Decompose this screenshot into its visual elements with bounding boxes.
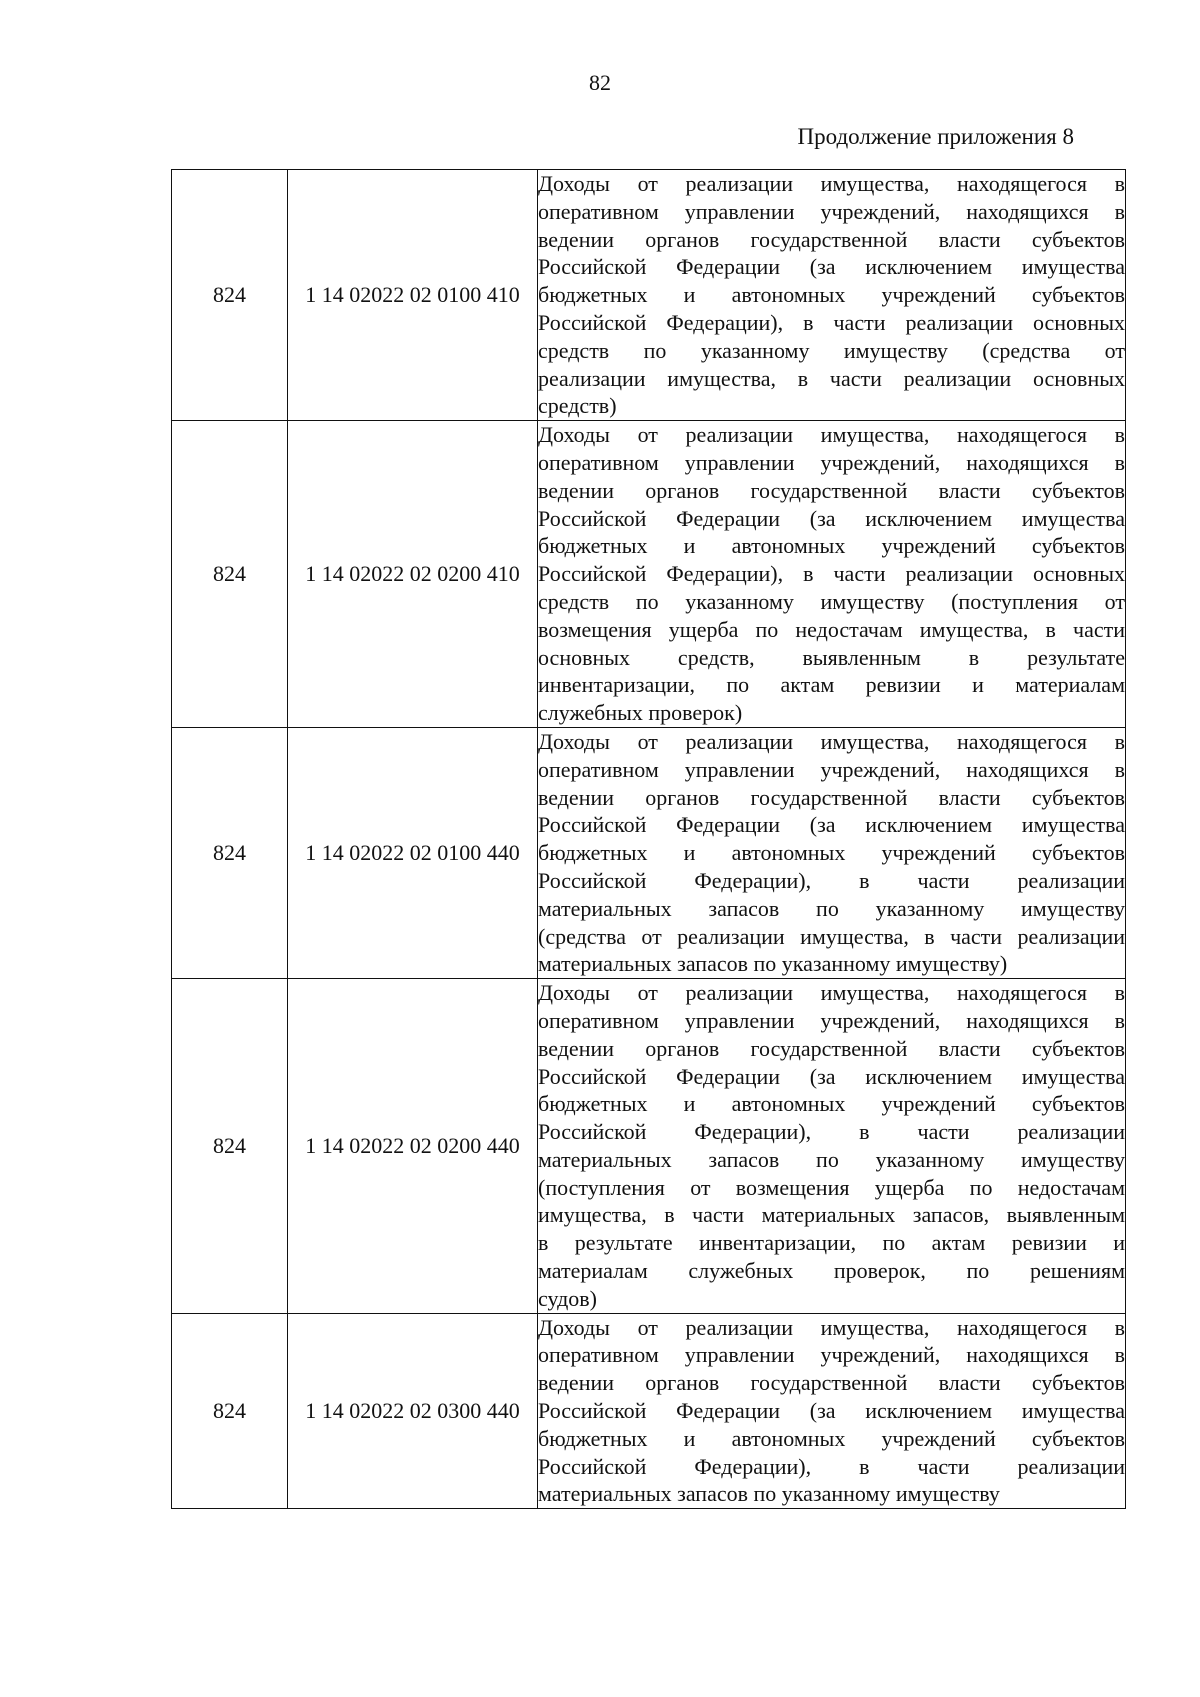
description-line: средств по указанному имуществу (поступления от [538,588,1125,614]
budget-code-cell: 1 14 02022 02 0100 440 [288,727,538,978]
description-line: бюджетных и автономных учреждений субъектов [538,282,1125,308]
table-row [172,727,1126,978]
description-line: Российской Федерации (за исключением имущества [538,1063,1125,1089]
table-body [172,170,1126,1509]
budget-code-cell: 1 14 02022 02 0100 410 [288,170,538,421]
description-line: возмещения ущерба по недостачам имущества, в части [538,616,1125,642]
description-line: оперативном управлении учреждений, находящихся в [538,449,1125,475]
description-line: Российской Федерации (за исключением имущества [538,505,1125,531]
budget-code-cell: 1 14 02022 02 0200 410 [288,421,538,728]
table-row [172,979,1126,1314]
description-line: оперативном управлении учреждений, находящихся в [538,1007,1125,1033]
description-line: ведении органов государственной власти субъектов [538,226,1125,252]
description-line: Российской Федерации), в части реализации основных [538,309,1125,335]
description-line: материальных запасов по указанному имуществу [538,895,1125,921]
budget-code-cell: 1 14 02022 02 0300 440 [288,1313,538,1509]
description-line: средств) [538,393,617,419]
description-line: служебных проверок) [538,700,743,726]
table-row [172,1313,1126,1509]
description-line: бюджетных и автономных учреждений субъектов [538,533,1125,559]
admin-code-cell: 824 [172,1313,288,1509]
description-cell [538,170,1126,421]
description-line: ведении органов государственной власти субъектов [538,784,1125,810]
description-line: Российской Федерации (за исключением имущества [538,812,1125,838]
description-line: оперативном управлении учреждений, находящихся в [538,1342,1125,1368]
description-line: Доходы от реализации имущества, находящегося в [538,422,1125,448]
description-line: Доходы от реализации имущества, находящегося в [538,1314,1125,1340]
description-line: бюджетных и автономных учреждений субъектов [538,1091,1125,1117]
description-line: в результате инвентаризации, по актам ревизии и [538,1230,1125,1256]
description-line: Российской Федерации), в части реализации [538,1453,1125,1479]
description-line: имущества, в части материальных запасов, выявленным [538,1202,1125,1228]
description-line: (средства от реализации имущества, в части реализации [538,923,1125,949]
continuation-label: Продолжение приложения 8 [797,124,1074,149]
admin-code-cell: 824 [172,727,288,978]
description-line: оперативном управлении учреждений, находящихся в [538,756,1125,782]
description-line: бюджетных и автономных учреждений субъектов [538,840,1125,866]
description-line: Российской Федерации), в части реализации основных [538,561,1125,587]
description-line: Российской Федерации), в части реализации [538,1119,1125,1145]
description-line: судов) [538,1285,597,1311]
table-row [172,170,1126,421]
description-line: (поступления от возмещения ущерба по недостачам [538,1174,1125,1200]
description-line: инвентаризации, по актам ревизии и материалам [538,672,1125,698]
description-line: Российской Федерации (за исключением имущества [538,254,1125,280]
description-line: ведении органов государственной власти субъектов [538,1035,1125,1061]
description-line: основных средств, выявленным в результате [538,644,1125,670]
description-line: оперативном управлении учреждений, находящихся в [538,198,1125,224]
table-row [172,421,1126,728]
description-line: бюджетных и автономных учреждений субъектов [538,1425,1125,1451]
description-cell [538,727,1126,978]
description-line: ведении органов государственной власти субъектов [538,1370,1125,1396]
description-cell [538,421,1126,728]
description-line: Доходы от реализации имущества, находящегося в [538,980,1125,1006]
description-line: Доходы от реализации имущества, находящегося в [538,171,1125,196]
description-line: ведении органов государственной власти субъектов [538,477,1125,503]
page-number: 82 [589,70,611,95]
description-line: Российской Федерации (за исключением имущества [538,1398,1125,1424]
budget-code-cell: 1 14 02022 02 0200 440 [288,979,538,1314]
description-line: реализации имущества, в части реализации основных [538,365,1125,391]
description-line: материалам служебных проверок, по решениям [538,1258,1125,1284]
description-line: материальных запасов по указанному имуществу [538,1146,1125,1172]
admin-code-cell: 824 [172,979,288,1314]
description-cell [538,979,1126,1314]
admin-code-cell: 824 [172,421,288,728]
description-line: материальных запасов по указанному имуществу) [538,951,1008,977]
description-line: Российской Федерации), в части реализации [538,867,1125,893]
description-line: средств по указанному имуществу (средства от [538,337,1125,363]
description-line: Доходы от реализации имущества, находящегося в [538,728,1125,754]
admin-code-cell: 824 [172,170,288,421]
description-cell [538,1313,1126,1509]
revenue-codes-table [171,169,1126,1509]
description-line: материальных запасов по указанному имуществу [538,1481,1000,1507]
